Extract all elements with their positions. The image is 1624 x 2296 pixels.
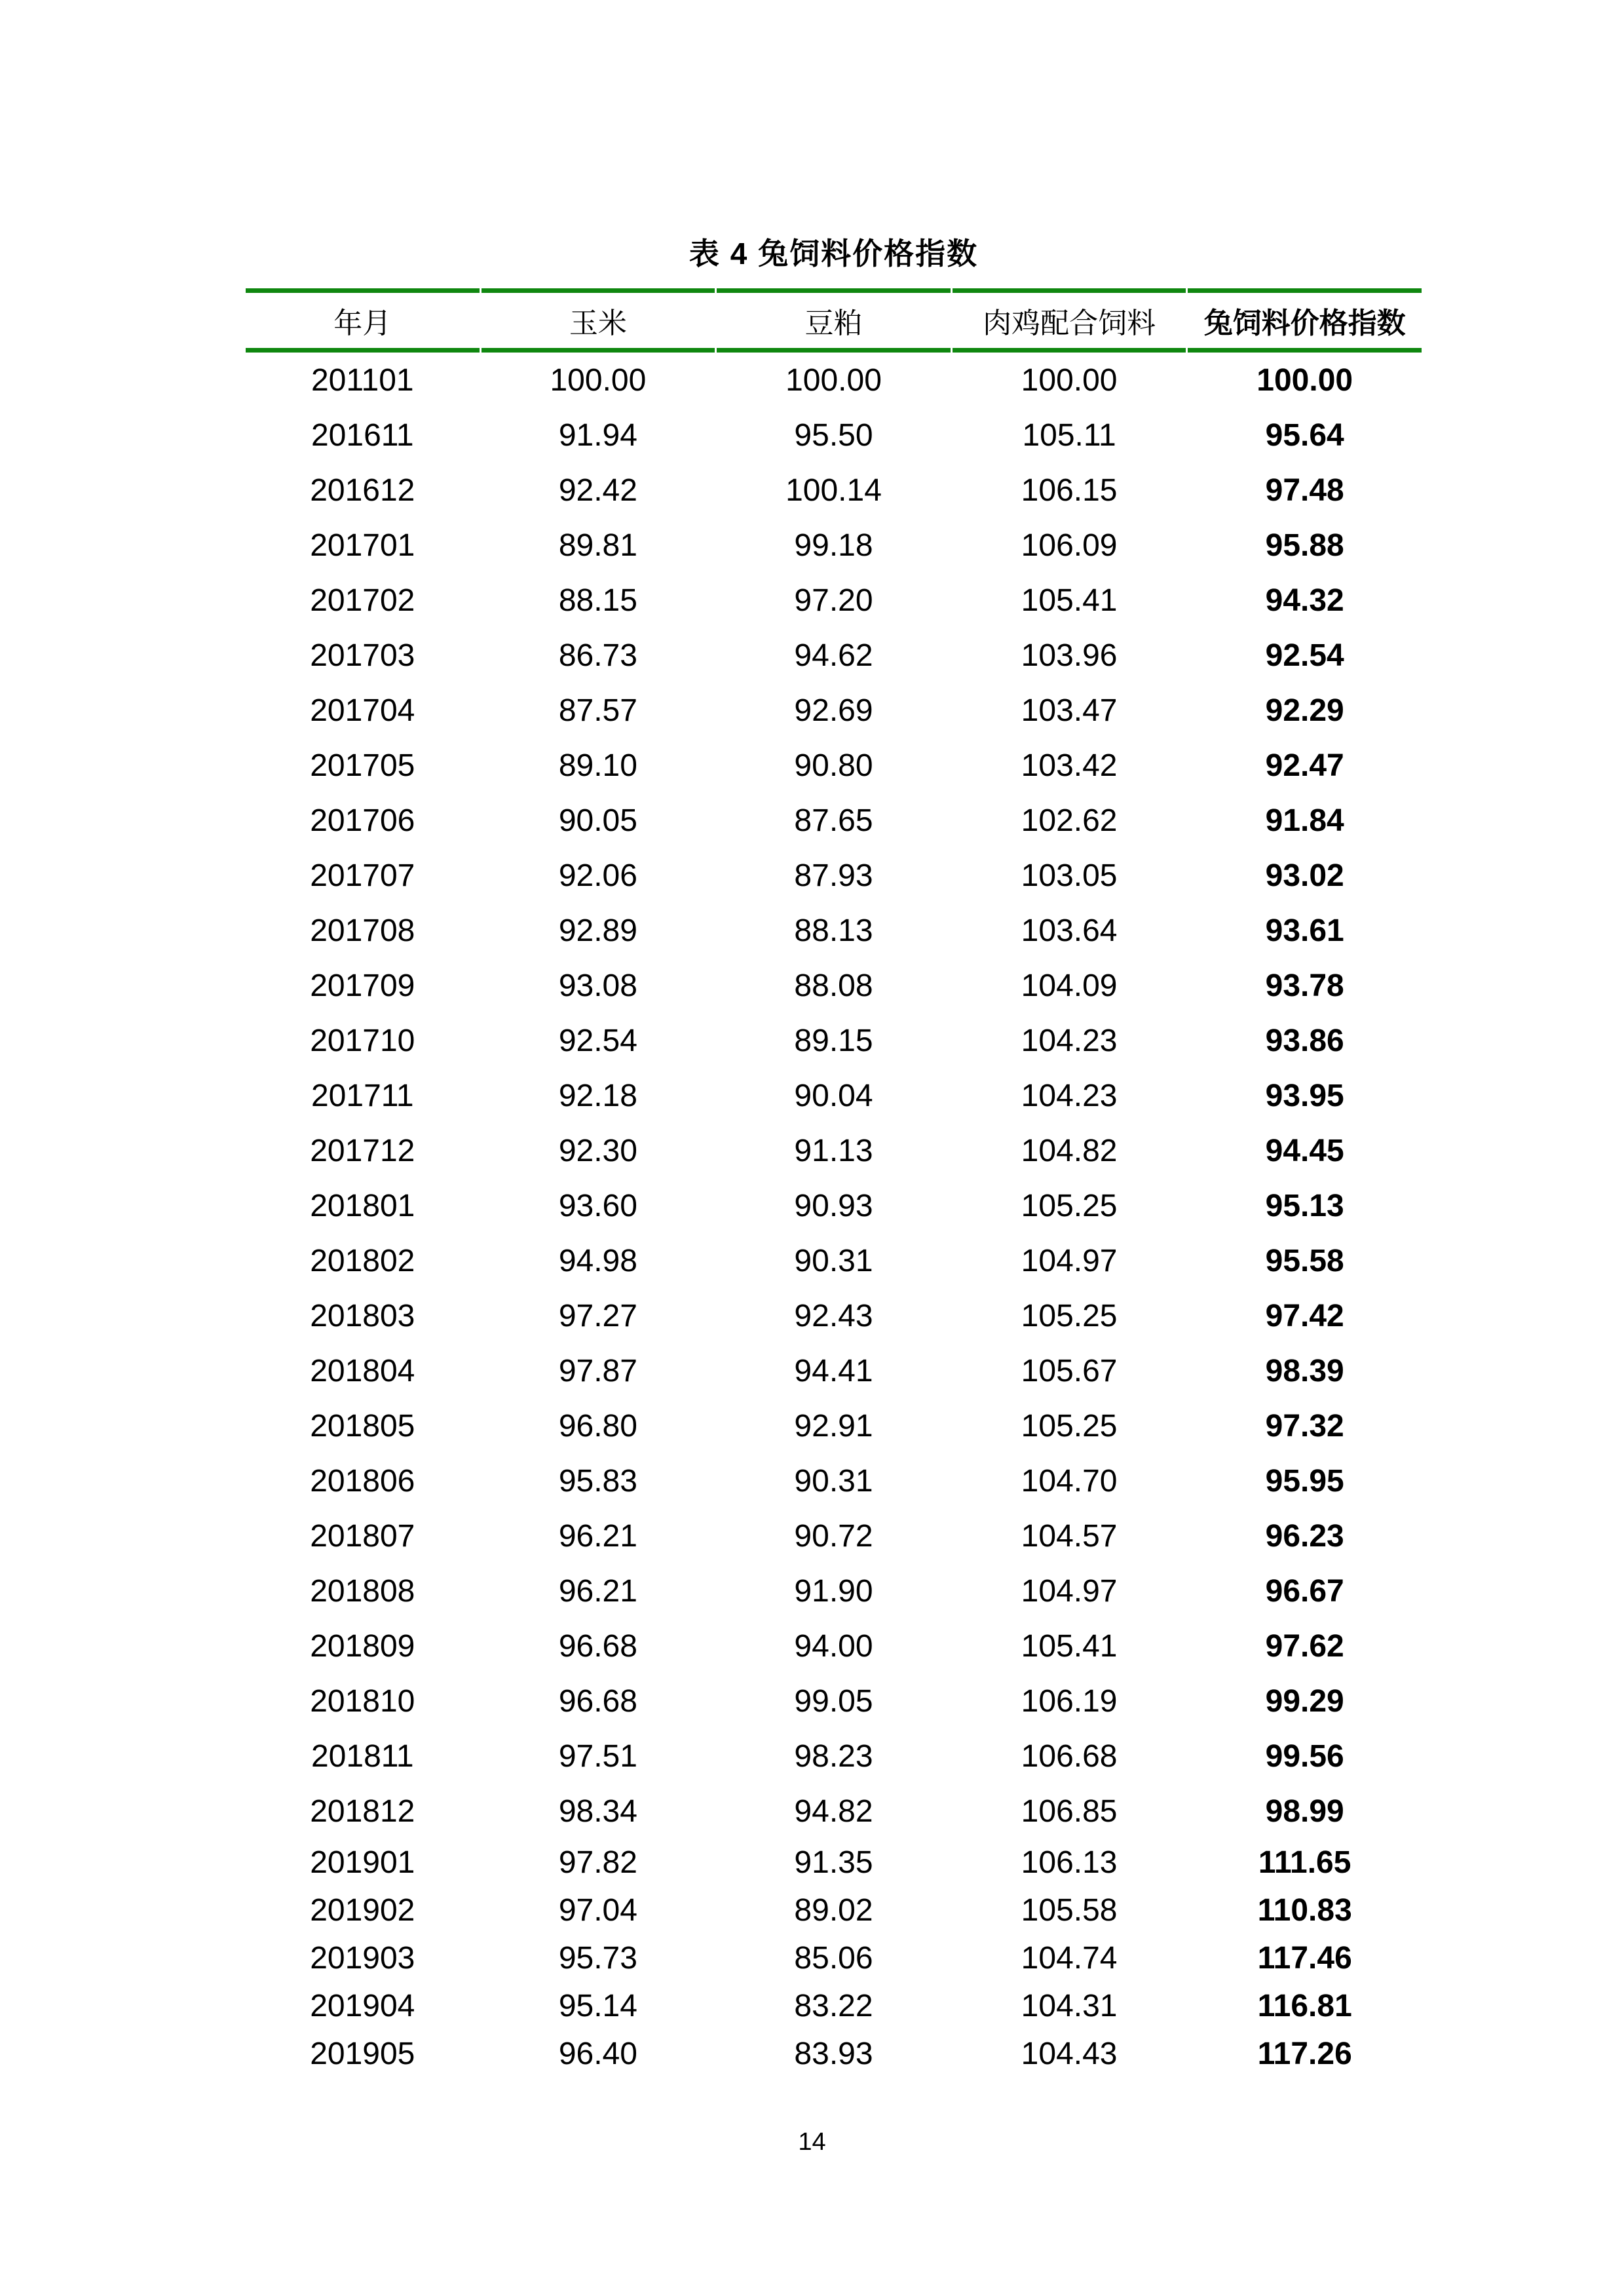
table-cell: 95.14 [558,1989,637,2023]
table-caption: 表 4 兔饲料价格指数 [689,237,979,271]
table-row [246,1839,1422,1886]
table-cell: 100.00 [1021,362,1118,398]
table-cell: 95.73 [558,1941,637,1976]
table-cell: 88.15 [558,583,637,618]
table-cell: 87.65 [794,803,873,838]
table-cell: 91.94 [558,417,637,453]
table-cell: 92.42 [558,472,637,508]
table-row [246,738,1422,793]
cell-year-month: 201902 [310,1893,415,1928]
cell-year-month: 201901 [310,1845,415,1880]
cell-year-month: 201809 [310,1628,415,1664]
table-cell: 103.47 [1021,693,1118,728]
table-cell: 117.26 [1257,2037,1352,2071]
table-cell: 117.46 [1257,1941,1352,1976]
table-body [246,353,1422,2078]
table-cell: 95.13 [1265,1188,1344,1223]
table-cell: 90.80 [794,748,873,783]
table-cell: 94.82 [794,1793,873,1829]
table-row [246,848,1422,903]
table-cell: 106.68 [1021,1738,1118,1774]
table-cell: 105.25 [1021,1298,1118,1333]
table-cell: 93.08 [558,968,637,1003]
table-cell: 90.31 [794,1243,873,1278]
cell-year-month: 201905 [310,2037,415,2071]
table-cell: 98.34 [558,1793,637,1829]
table-cell: 91.84 [1265,803,1344,838]
table-cell: 97.87 [558,1353,637,1388]
table-cell: 92.47 [1265,748,1344,783]
table-row [246,903,1422,958]
column-header-broiler-compound-feed: 肉鸡配合饲料 [953,288,1186,353]
table-row [246,1784,1422,1839]
cell-year-month: 201703 [310,638,415,673]
table-row [246,1982,1422,2030]
table-cell: 104.97 [1021,1573,1118,1609]
table-cell: 87.93 [794,858,873,893]
table-cell: 88.13 [794,913,873,948]
table-cell: 105.67 [1021,1353,1118,1388]
table-cell: 106.15 [1021,472,1118,508]
table-cell: 104.57 [1021,1518,1118,1554]
column-header-soybean-meal: 豆粕 [717,288,951,353]
cell-year-month: 201705 [310,748,415,783]
table-cell: 97.42 [1265,1298,1344,1333]
table-cell: 103.96 [1021,638,1118,673]
cell-year-month: 201904 [310,1989,415,2023]
cell-year-month: 201710 [310,1023,415,1058]
table-row [246,1178,1422,1233]
table-cell: 97.48 [1265,472,1344,508]
table-row [246,353,1422,408]
table-cell: 103.64 [1021,913,1118,948]
table-row [246,683,1422,738]
table-row [246,1563,1422,1618]
table-cell: 105.41 [1021,583,1118,618]
table-cell: 85.06 [794,1941,873,1976]
cell-year-month: 201803 [310,1298,415,1333]
table-cell: 92.69 [794,693,873,728]
table-cell: 97.51 [558,1738,637,1774]
table-cell: 116.81 [1257,1989,1352,2023]
cell-year-month: 201709 [310,968,415,1003]
table-cell: 93.95 [1265,1078,1344,1113]
table-row [246,1288,1422,1343]
table-cell: 94.45 [1265,1133,1344,1168]
table-cell: 92.43 [794,1298,873,1333]
table-cell: 97.20 [794,583,873,618]
cell-year-month: 201805 [310,1408,415,1444]
page-number: 14 [798,2128,826,2156]
table-cell: 97.62 [1265,1628,1344,1664]
table-cell: 96.67 [1265,1573,1344,1609]
cell-year-month: 201812 [310,1793,415,1829]
cell-year-month: 201711 [311,1078,414,1113]
table-cell: 105.25 [1021,1188,1118,1223]
cell-year-month: 201706 [310,803,415,838]
cell-year-month: 201702 [310,583,415,618]
table-row [246,2030,1422,2078]
table-cell: 93.78 [1265,968,1344,1003]
table-cell: 83.22 [794,1989,873,2023]
table-cell: 104.82 [1021,1133,1118,1168]
table-cell: 94.62 [794,638,873,673]
table-cell: 106.13 [1021,1845,1118,1880]
table-cell: 91.13 [794,1133,873,1168]
table-cell: 91.90 [794,1573,873,1609]
table-cell: 93.60 [558,1188,637,1223]
cell-year-month: 201804 [310,1353,415,1388]
table-cell: 90.05 [558,803,637,838]
table-cell: 105.11 [1022,417,1116,453]
table-cell: 92.54 [558,1023,637,1058]
cell-year-month: 201712 [310,1133,415,1168]
table-cell: 110.83 [1257,1893,1352,1928]
table-cell: 96.23 [1265,1518,1344,1554]
cell-year-month: 201611 [311,417,414,453]
table-cell: 95.64 [1265,417,1344,453]
table-cell: 103.05 [1021,858,1118,893]
feed-price-index-table [244,288,1424,2078]
table-cell: 106.85 [1021,1793,1118,1829]
table-cell: 90.72 [794,1518,873,1554]
table-cell: 89.81 [558,527,637,563]
table-row [246,958,1422,1013]
table-cell: 95.50 [794,417,873,453]
table-cell: 94.00 [794,1628,873,1664]
table-row [246,1068,1422,1123]
header-row [246,288,1422,353]
table-cell: 95.88 [1265,527,1344,563]
table-cell: 100.14 [785,472,882,508]
table-cell: 100.00 [785,362,882,398]
table-row [246,1123,1422,1178]
table-cell: 93.61 [1265,913,1344,948]
table-cell: 94.98 [558,1243,637,1278]
cell-year-month: 201801 [310,1188,415,1223]
table-cell: 90.04 [794,1078,873,1113]
table-cell: 106.09 [1021,527,1118,563]
cell-year-month: 201811 [311,1738,414,1774]
table-row [246,518,1422,573]
cell-year-month: 201808 [310,1573,415,1609]
table-row [246,1934,1422,1982]
cell-year-month: 201807 [310,1518,415,1554]
table-cell: 93.86 [1265,1023,1344,1058]
table-cell: 90.31 [794,1463,873,1499]
table-cell: 97.04 [558,1893,637,1928]
table-cell: 92.91 [794,1408,873,1444]
table-cell: 97.82 [558,1845,637,1880]
table-cell: 86.73 [558,638,637,673]
table-cell: 87.57 [558,693,637,728]
cell-year-month: 201701 [310,527,415,563]
cell-year-month: 201704 [310,693,415,728]
table-cell: 95.58 [1265,1243,1344,1278]
table-cell: 104.70 [1021,1463,1118,1499]
table-cell: 104.31 [1021,1989,1118,2023]
table-cell: 111.65 [1258,1845,1351,1880]
table-cell: 98.99 [1265,1793,1344,1829]
table-row [246,1729,1422,1784]
table-cell: 100.00 [1256,362,1353,398]
table-cell: 92.29 [1265,693,1344,728]
table-cell: 104.23 [1021,1078,1118,1113]
table-cell: 95.83 [558,1463,637,1499]
table-cell: 88.08 [794,968,873,1003]
table-row [246,1618,1422,1674]
table-cell: 99.29 [1265,1683,1344,1719]
table-cell: 89.10 [558,748,637,783]
table-row [246,793,1422,848]
table-cell: 92.30 [558,1133,637,1168]
table-row [246,573,1422,628]
table-row [246,1453,1422,1508]
table-row [246,1674,1422,1729]
cell-year-month: 201708 [310,913,415,948]
table-cell: 89.15 [794,1023,873,1058]
cell-year-month: 201802 [310,1243,415,1278]
table-row [246,1233,1422,1288]
table-cell: 96.40 [558,2037,637,2071]
table-cell: 104.43 [1021,2037,1118,2071]
table-cell: 99.18 [794,527,873,563]
table-row [246,1398,1422,1453]
table-cell: 94.32 [1265,583,1344,618]
table-cell: 105.58 [1021,1893,1118,1928]
table-cell: 99.56 [1265,1738,1344,1774]
table-cell: 93.02 [1265,858,1344,893]
cell-year-month: 201612 [310,472,415,508]
table-cell: 106.19 [1021,1683,1118,1719]
table-cell: 105.41 [1021,1628,1118,1664]
table-cell: 96.21 [558,1573,637,1609]
table-cell: 97.27 [558,1298,637,1333]
column-header-rabbit-feed-price-index: 兔饲料价格指数 [1188,288,1422,353]
table-row [246,1508,1422,1563]
table-row [246,628,1422,683]
cell-year-month: 201101 [311,362,414,398]
table-cell: 96.68 [558,1683,637,1719]
table-cell: 92.54 [1265,638,1344,673]
table-cell: 96.68 [558,1628,637,1664]
table-cell: 95.95 [1265,1463,1344,1499]
table-cell: 98.39 [1265,1353,1344,1388]
table-cell: 92.89 [558,913,637,948]
table-cell: 91.35 [794,1845,873,1880]
table-cell: 104.97 [1021,1243,1118,1278]
table-row [246,1343,1422,1398]
table-cell: 103.42 [1021,748,1118,783]
table-cell: 104.74 [1021,1941,1118,1976]
column-header-corn: 玉米 [482,288,715,353]
column-header-year-month: 年月 [246,288,480,353]
table-cell: 105.25 [1021,1408,1118,1444]
table-cell: 100.00 [550,362,647,398]
table-cell: 83.93 [794,2037,873,2071]
table-cell: 89.02 [794,1893,873,1928]
table-cell: 102.62 [1021,803,1118,838]
table-cell: 92.06 [558,858,637,893]
table-cell: 96.21 [558,1518,637,1554]
table-row [246,1886,1422,1934]
table-cell: 98.23 [794,1738,873,1774]
table-cell: 104.09 [1021,968,1118,1003]
table-cell: 104.23 [1021,1023,1118,1058]
table-cell: 97.32 [1265,1408,1344,1444]
cell-year-month: 201810 [310,1683,415,1719]
table-row [246,408,1422,463]
table-cell: 90.93 [794,1188,873,1223]
cell-year-month: 201903 [310,1941,415,1976]
cell-year-month: 201806 [310,1463,415,1499]
table-cell: 96.80 [558,1408,637,1444]
table-cell: 92.18 [558,1078,637,1113]
cell-year-month: 201707 [310,858,415,893]
table-cell: 94.41 [794,1353,873,1388]
table-header [246,288,1422,353]
table-cell: 99.05 [794,1683,873,1719]
table-row [246,1013,1422,1068]
table-row [246,463,1422,518]
